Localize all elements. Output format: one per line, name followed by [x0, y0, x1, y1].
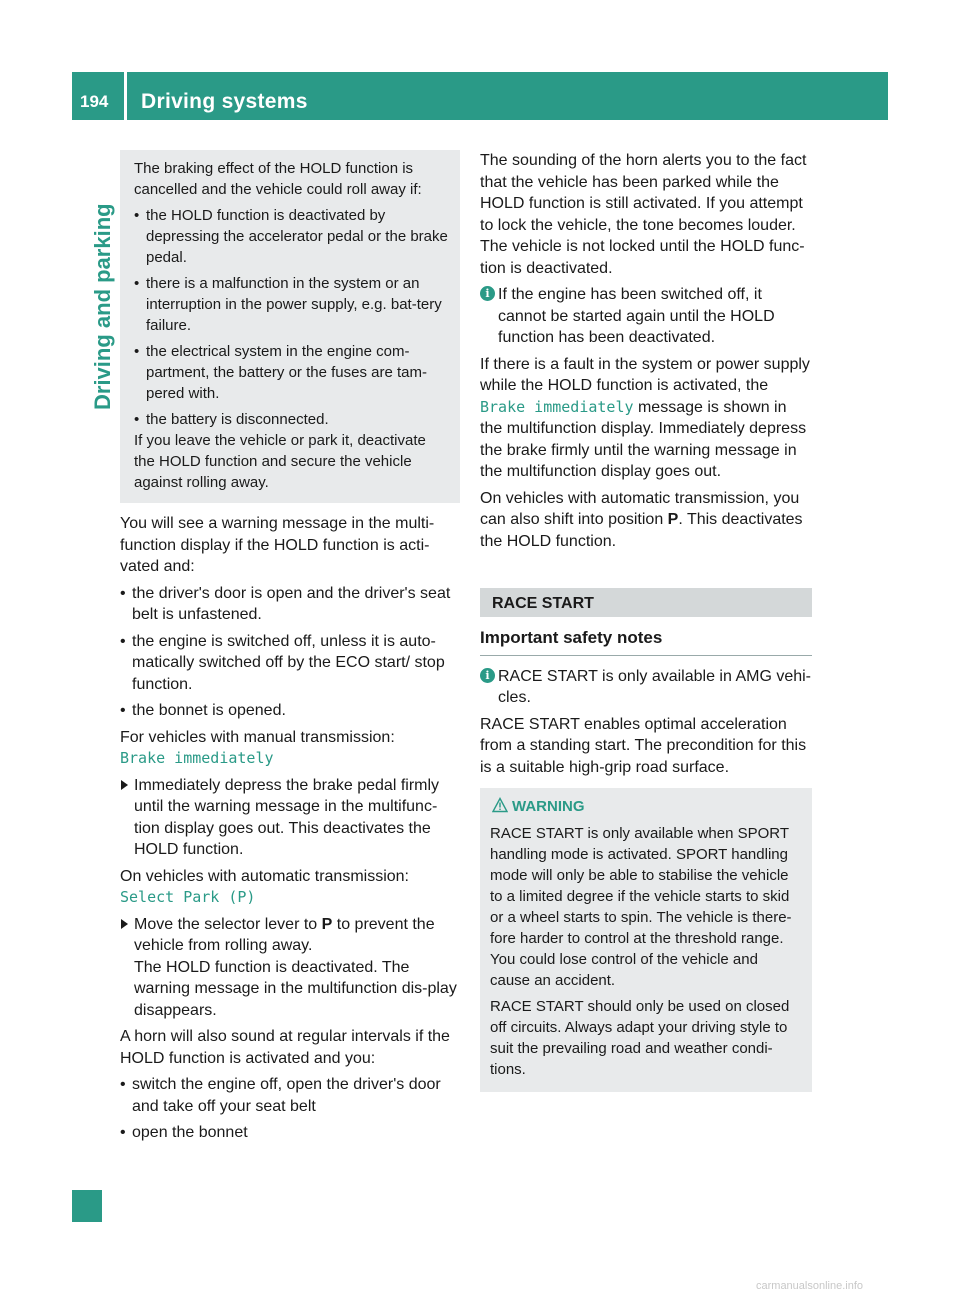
box-intro: The braking effect of the HOLD function is cancelled and the vehicle could roll away if:: [134, 160, 422, 198]
step-result: The HOLD function is deactivated. The warning message in the multifunction dis-play disappears.: [134, 958, 457, 1019]
step-text: to prevent the vehicle from rolling away.: [134, 915, 435, 954]
side-tab-marker: [72, 1190, 102, 1222]
list-item: • the engine is switched off, unless it is auto-matically switched off by the ECO start/ stop function.: [120, 631, 460, 696]
subsection-heading: Important safety notes: [480, 627, 812, 656]
info-icon: i: [480, 668, 495, 683]
list-item: • the driver's door is open and the driver's seat belt is unfastened.: [120, 583, 460, 626]
header-divider: [124, 72, 127, 120]
text-run: . This deactivates the HOLD function.: [480, 511, 803, 550]
paragraph: [480, 488, 812, 553]
warning-box: [480, 788, 812, 1092]
display-message: Brake immediately: [480, 397, 634, 416]
side-tab-label: Driving and parking: [90, 203, 115, 410]
list-item: • switch the engine off, open the driver's door and take off your seat belt: [120, 1074, 460, 1117]
step-text: Move the selector lever to: [134, 915, 322, 933]
info-note: [480, 666, 812, 709]
display-message: Brake immediately: [120, 749, 274, 767]
paragraph: You will see a warning message in the multi-function display if the HOLD function is acti-vated and:: [120, 515, 435, 575]
text-run: message is shown in the multifunction display. Immediately depress the brake firmly until the warning message in the multifunction display goes out.: [480, 398, 807, 480]
right-column: [480, 150, 812, 1092]
section-heading: RACE START: [480, 588, 812, 617]
warning-text: RACE START should only be used on closed off circuits. Always adapt your driving style to suit the prevailing road and weather condi-tions.: [490, 998, 790, 1078]
warning-heading: [490, 796, 802, 817]
manual-label: For vehicles with manual transmission:: [120, 728, 395, 746]
hold-caution-box: [120, 150, 460, 503]
text-run: On vehicles with automatic transmission, you can also shift into position: [480, 489, 800, 528]
box-outro: If you leave the vehicle or park it, deactivate the HOLD function and secure the vehicle against rolling away.: [134, 432, 426, 491]
warning-text: RACE START is only available when SPORT handling mode is activated. SPORT handling mode will only be able to stabilise the vehicle to a limited degree if the vehicle starts to skid or a wheel starts to spin. The vehicle is there-fore harder to control at the threshold range. You could lose control of the vehicle and cause an accident.: [490, 825, 792, 989]
page-number: 194: [80, 92, 109, 111]
auto-label: On vehicles with automatic transmission:: [120, 867, 409, 885]
instruction-step: Immediately depress the brake pedal firmly until the warning message in the multifunc-tion display goes out. This deactivates the HOLD function.: [120, 775, 460, 861]
paragraph: A horn will also sound at regular intervals if the HOLD function is activated and you:: [120, 1028, 450, 1067]
paragraph: The sounding of the horn alerts you to the fact that the vehicle has been parked while the HOLD function is still activated. If you attempt to lock the vehicle, the tone becomes louder. The vehicle is not locked until the HOLD func-tion is deactivated.: [480, 152, 807, 277]
list-item: • the battery is disconnected.: [134, 409, 448, 430]
warning-title: WARNING: [512, 798, 585, 815]
list-item: • there is a malfunction in the system or an interruption in the power supply, e.g. bat-tery failure.: [134, 273, 448, 336]
text-run: If there is a fault in the system or power supply while the HOLD function is activated, the: [480, 355, 810, 394]
display-message: Select Park (P): [120, 888, 256, 906]
watermark: carmanualsonline.info: [756, 1280, 864, 1292]
left-column: [120, 150, 460, 1144]
paragraph: RACE START enables optimal acceleration from a standing start. The precondition for this is a suitable high-grip road surface.: [480, 715, 807, 776]
paragraph: [480, 354, 812, 483]
list-item: • open the bonnet: [120, 1122, 460, 1144]
warning-triangle-icon: [492, 797, 508, 813]
info-note: [480, 284, 812, 349]
gear-position: P: [667, 511, 679, 528]
list-item: • the HOLD function is deactivated by depressing the accelerator pedal or the brake pedal.: [134, 205, 448, 268]
info-text: If the engine has been switched off, it cannot be started again until the HOLD function has been deactivated.: [498, 286, 775, 346]
gear-position: P: [321, 915, 333, 933]
info-text: RACE START is only available in AMG vehi-cles.: [498, 667, 812, 706]
instruction-step: [120, 914, 460, 1022]
info-icon: i: [480, 286, 495, 301]
list-item: • the electrical system in the engine com-partment, the battery or the fuses are tam-pered with.: [134, 341, 448, 404]
chapter-title: Driving systems: [141, 90, 308, 113]
list-item: • the bonnet is opened.: [120, 700, 460, 722]
